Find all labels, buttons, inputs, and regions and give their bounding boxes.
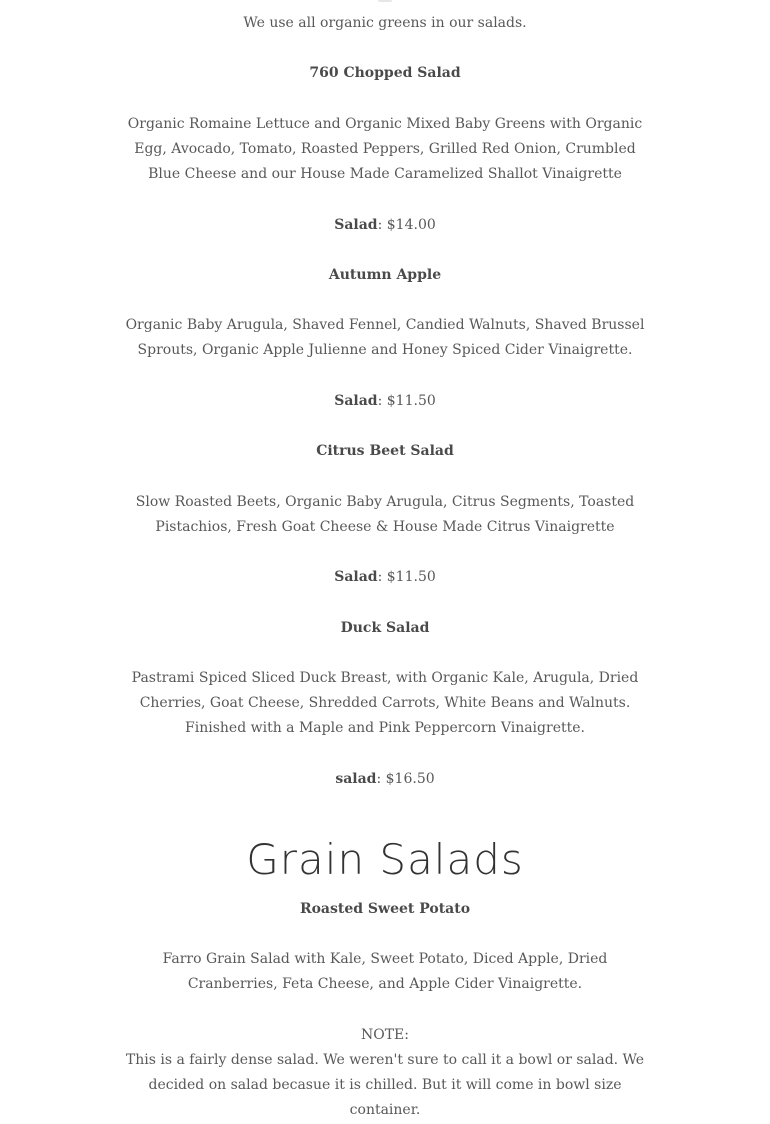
menu-item-name: Duck Salad: [340, 620, 430, 636]
intro-text: We use all organic greens in our salads.: [243, 15, 527, 31]
price-label: salad: [335, 771, 377, 787]
menu-item-description: Farro Grain Salad with Kale, Sweet Potato, Diced Apple, Dried Cranberries, Feta Cheese, and Apple Cider Vinaigrette.: [162, 951, 608, 992]
price-value: : $14.00: [377, 217, 436, 233]
menu-item-name: Autumn Apple: [328, 267, 442, 283]
menu-item-description: Slow Roasted Beets, Organic Baby Arugula, Citrus Segments, Toasted Pistachios, Fresh Goat Cheese & House Made Citrus Vinaigrette: [135, 494, 635, 535]
note-text: This is a fairly dense salad. We weren't sure to call it a bowl or salad. We decided on salad becasue it is chilled. But it will come in bowl size container.: [125, 1052, 645, 1118]
menu-item-name: 760 Chopped Salad: [309, 65, 461, 81]
price-label: Salad: [334, 217, 378, 233]
divider: [378, 0, 392, 2]
menu-item-price: [0, 767, 770, 792]
price-value: : $16.50: [376, 771, 435, 787]
menu-item-description: Pastrami Spiced Sliced Duck Breast, with Organic Kale, Arugula, Dried Cherries, Goat Cheese, Shredded Carrots, White Beans and Walnuts. Finished with a Maple and Pink Peppercorn Vinaigrette.: [131, 670, 639, 736]
price-value: : $11.50: [377, 393, 436, 409]
price-label: Salad: [334, 393, 378, 409]
menu-item-name: Roasted Sweet Potato: [299, 901, 471, 917]
menu-item-price: [0, 213, 770, 238]
menu-item-price: [0, 389, 770, 414]
price-label: Salad: [334, 569, 378, 585]
menu-item-description: Organic Baby Arugula, Shaved Fennel, Candied Walnuts, Shaved Brussel Sprouts, Organic Apple Julienne and Honey Spiced Cider Vinaigrette.: [125, 317, 645, 358]
menu-item-price: [0, 565, 770, 590]
note-label: NOTE:: [360, 1027, 409, 1043]
menu-item-description: Organic Romaine Lettuce and Organic Mixed Baby Greens with Organic Egg, Avocado, Tomato, Roasted Peppers, Grilled Red Onion, Crumbled Blue Cheese and our House Made Caramelized Shallot Vinaigrette: [127, 116, 643, 182]
price-value: : $11.50: [377, 569, 436, 585]
menu-item-name: Citrus Beet Salad: [316, 443, 454, 459]
section-heading: Grain Salads: [246, 835, 524, 884]
